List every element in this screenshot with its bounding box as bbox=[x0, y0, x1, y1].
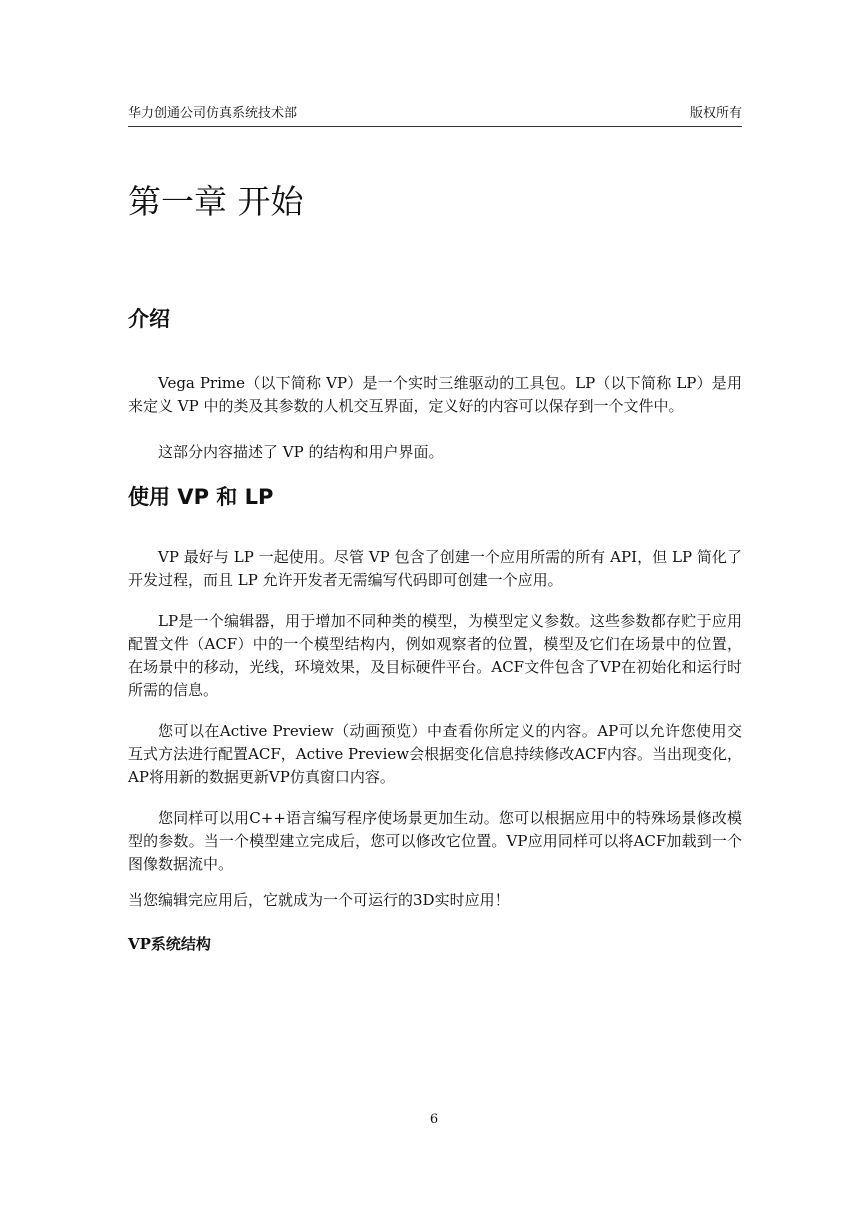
intro-paragraph-2: 这部分内容描述了 VP 的结构和用户界面。 bbox=[158, 443, 444, 461]
section-title-intro: 介绍 bbox=[128, 307, 170, 331]
using-paragraph-3: 您可以在Active Preview（动画预览）中查看你所定义的内容。AP可以允许您使用交互式方法进行配置ACF，Active Preview会根据变化信息持续修改ACF内容。当出现变化，AP将用新的数据更新VP仿真窗口内容。 bbox=[128, 722, 742, 786]
chapter-title: 第一章 开始 bbox=[128, 182, 304, 221]
page-number: 6 bbox=[429, 1112, 439, 1127]
intro-paragraph-1: Vega Prime（以下简称 VP）是一个实时三维驱动的工具包。LP（以下简称 LP）是用来定义 VP 中的类及其参数的人机交互界面，定义好的内容可以保存到一个文件中。 bbox=[128, 374, 742, 415]
using-paragraph-5: 当您编辑完应用后，它就成为一个可运行的3D实时应用！ bbox=[128, 891, 510, 909]
header-company: 华力创通公司仿真系统技术部 bbox=[128, 106, 298, 121]
section-title-using: 使用 VP 和 LP bbox=[128, 485, 274, 509]
using-paragraph-2: LP是一个编辑器，用于增加不同种类的模型，为模型定义参数。这些参数都存贮于应用配置文件（ACF）中的一个模型结构内，例如观察者的位置，模型及它们在场景中的位置，在场景中的移动，光线，环境效果，及目标硬件平台。ACF文件包含了VP在初始化和运行时所需的信息。 bbox=[128, 612, 742, 699]
subsection-title-structure: VP系统结构 bbox=[128, 935, 211, 953]
page-header bbox=[128, 106, 742, 127]
using-paragraph-4: 您同样可以用C++语言编写程序使场景更加生动。您可以根据应用中的特殊场景修改模型的参数。当一个模型建立完成后，您可以修改它位置。VP应用同样可以将ACF加载到一个图像数据流中。 bbox=[128, 809, 742, 873]
using-paragraph-1: VP 最好与 LP 一起使用。尽管 VP 包含了创建一个应用所需的所有 API，但 LP 简化了开发过程，而且 LP 允许开发者无需编写代码即可创建一个应用。 bbox=[128, 548, 742, 589]
header-copyright: 版权所有 bbox=[689, 106, 742, 121]
